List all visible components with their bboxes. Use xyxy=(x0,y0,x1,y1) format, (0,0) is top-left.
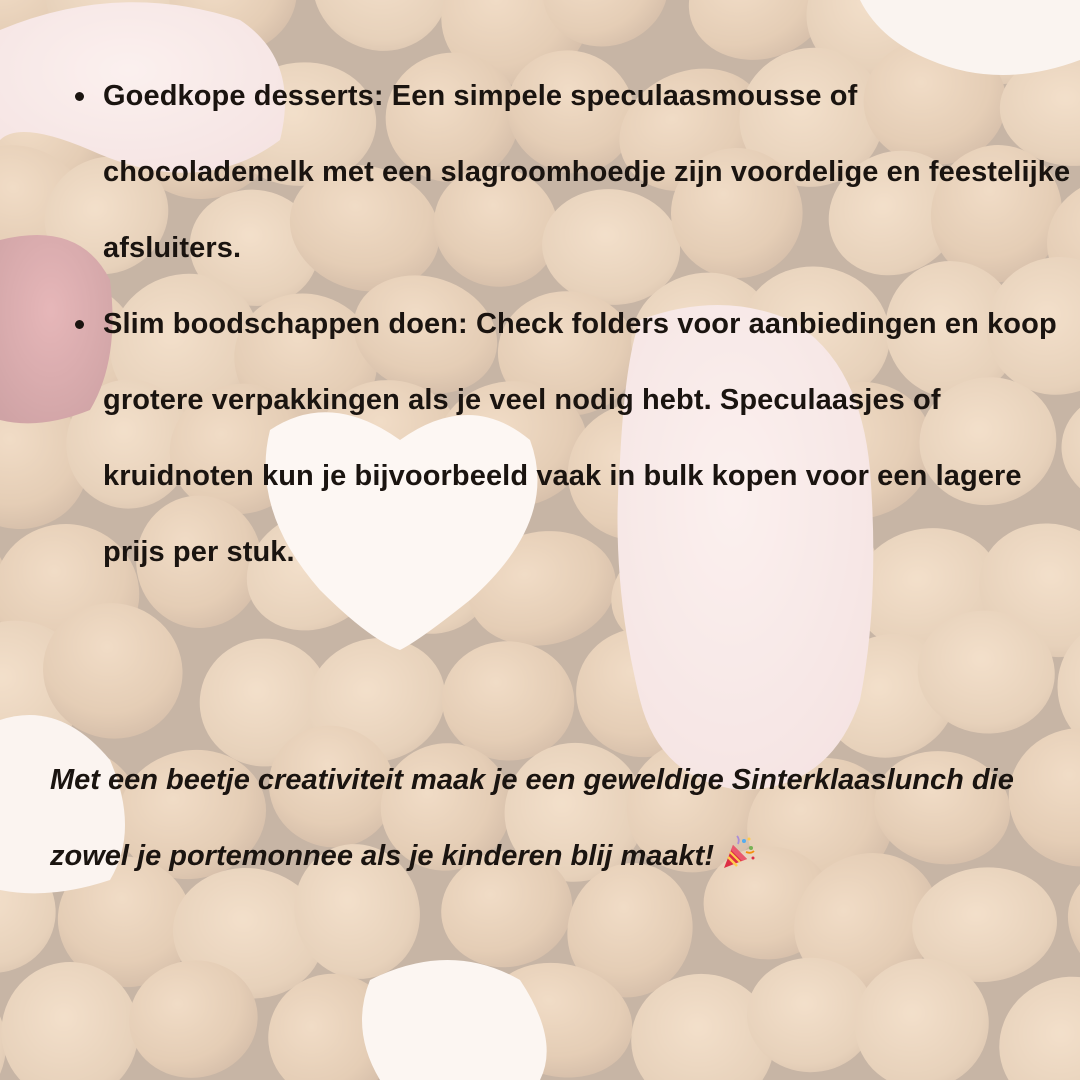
list-item xyxy=(103,286,1073,590)
closing-statement xyxy=(50,742,1040,894)
tip-text: Goedkope desserts: Een simpele speculaasmousse of chocolademelk met een slagroomhoedje zijn voordelige en feestelijke afsluiters. xyxy=(103,80,1071,264)
tip-text: Slim boodschappen doen: Check folders voor aanbiedingen en koop grotere verpakkingen als je veel nodig hebt. Speculaasjes of kruidnoten kun je bijvoorbeeld vaak in bulk kopen voor een lagere prijs per stuk. xyxy=(103,308,1057,568)
bullet-icon xyxy=(75,320,84,329)
tips-list xyxy=(62,58,1073,590)
party-popper-icon xyxy=(720,835,756,871)
bullet-icon xyxy=(75,92,84,101)
closing-text: Met een beetje creativiteit maak je een geweldige Sinterklaaslunch die zowel je portemonnee als je kinderen blij maakt! xyxy=(50,764,1014,872)
list-item xyxy=(103,58,1073,286)
